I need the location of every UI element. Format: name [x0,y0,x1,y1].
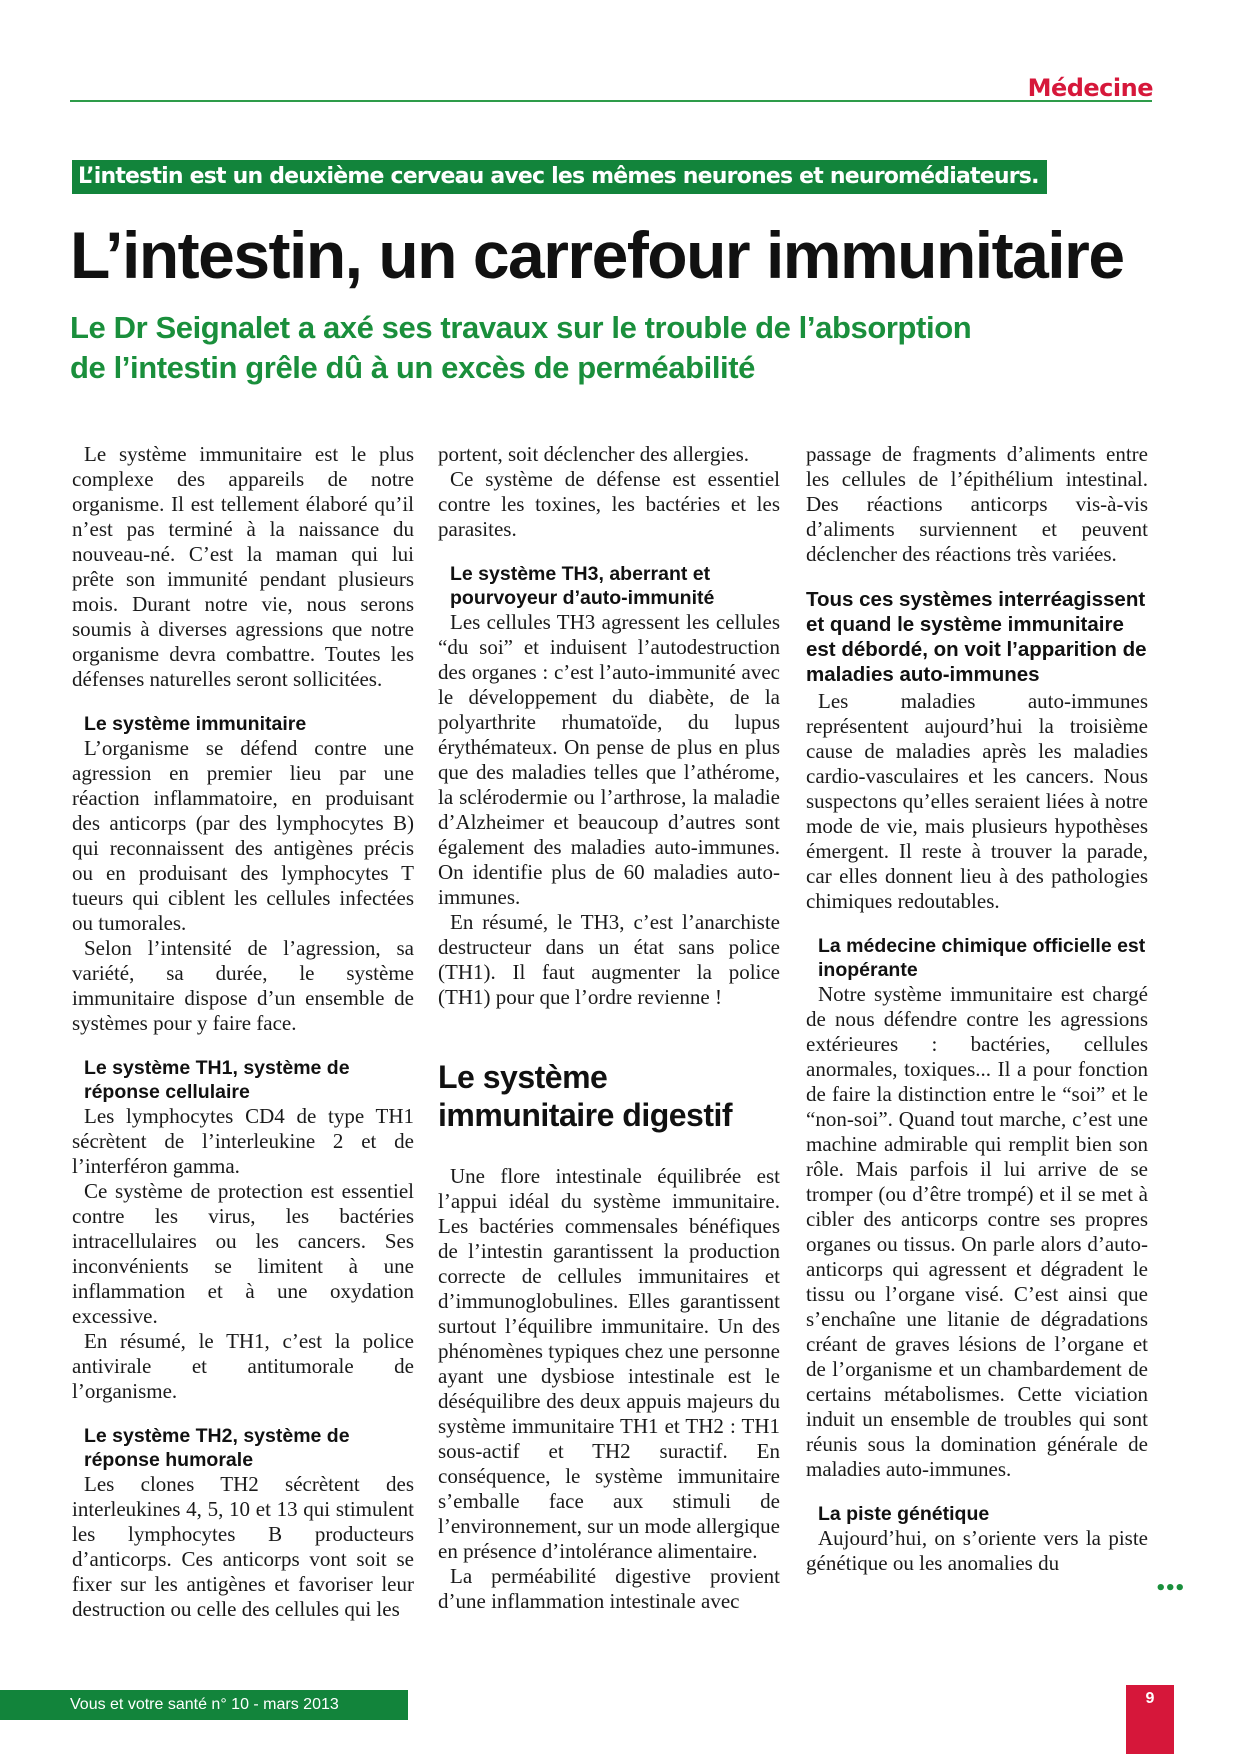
deck-line: Le Dr Seignalet a axé ses travaux sur le trouble de l’absorption [70,310,972,345]
paragraph: En résumé, le TH1, c’est la police antivirale et antitumorale de l’organisme. [72,1329,414,1403]
column-1 [72,442,414,1622]
subheading: Le système TH2, système de réponse humorale [84,1425,350,1471]
deck-line: de l’intestin grêle dû à un excès de perméabilité [70,350,756,385]
section-heading-line: Le système [438,1059,608,1095]
paragraph: En résumé, le TH3, c’est l’anarchiste destructeur dans un état sans police (TH1). Il faut augmenter la police (TH1) pour que l’ordre revienne ! [438,910,780,1009]
paragraph: Les lymphocytes CD4 de type TH1 sécrètent de l’interleukine 2 et de l’interféron gamma. [72,1104,414,1178]
paragraph: Les cellules TH3 agressent les cellules “du soi” et induisent l’autodestruction des organes : c’est l’auto-immunité avec le développement du diabète, de la polyarthrite rhumatoïde, du lupus érythémateux. On pense de plus en plus que des maladies telles que l’athérome, la sclérodermie ou l’arthrose, la maladie d’Alzheimer et beaucoup d’autres sont également des maladies auto-immunes. On identifie plus de 60 maladies auto-immunes. [438,610,780,909]
paragraph: Aujourd’hui, on s’oriente vers la piste génétique ou les anomalies du [806,1526,1148,1575]
paragraph: Selon l’intensité de l’agression, sa variété, sa durée, le système immunitaire dispose d’un ensemble de systèmes pour y faire face. [72,936,414,1035]
paragraph: La perméabilité digestive provient d’une inflammation intestinale avec [438,1564,780,1613]
paragraph: portent, soit déclencher des allergies. [438,442,750,466]
paragraph: Notre système immunitaire est chargé de nous défendre contre les agressions extérieures : bactéries, cellules anormales, toxiques... Il a pour fonction de faire la distinction entre le “soi” et le “non-soi”. Quand tout marche, c’est une machine admirable qui remplit bien son rôle. Mais parfois il lui arrive de se tromper (ou d’être trompé) et il se met à cibler des anticorps contre ses propres organes ou tissus. On parle alors d’auto-anticorps qui agressent et dégradent le tissu ou l’organe visé. C’est ainsi que s’enchaîne une litanie de dégradations créant de graves lésions de l’organe et de l’organisme et un chambardement de certains métabolismes. Cette viciation induit un ensemble de troubles qui sont réunis sous la domination générale de maladies auto-immunes. [806,982,1148,1481]
continue-dots-icon: ••• [1155,1578,1184,1599]
paragraph: L’organisme se défend contre une agression en premier lieu par une réaction inflammatoire, en produisant des anticorps (par des lymphocytes B) qui reconnaissent des antigènes précis ou en produisant des lymphocytes T tueurs qui ciblent les cellules infectées ou tumorales. [72,736,414,935]
paragraph: Une flore intestinale équilibrée est l’appui idéal du système immunitaire. Les bactéries commensales bénéfiques de l’intestin garantissent la production correcte de cellules immunitaires et d’immunoglobulines. Elles garantissent surtout l’équilibre immunitaire. Un des phénomènes typiques chez une personne ayant une dysbiose intestinale est le déséquilibre des deux appuis majeurs du système immunitaire TH1 et TH2 : TH1 sous-actif et TH2 suractif. En conséquence, le système immunitaire s’emballe face aux stimuli de l’environnement, sur un mode allergique en présence d’intolérance alimentaire. [438,1164,780,1563]
paragraph: Le système immunitaire est le plus complexe des appareils de notre organisme. Il est tellement élaboré qu’il n’est pas terminé à la naissance du nouveau-né. C’est la maman qui lui prête son immunité pendant plusieurs mois. Durant notre vie, nous serons soumis à diverses agressions que notre organisme devra combattre. Toutes les défenses naturelles seront sollicitées. [72,442,414,691]
boxed-heading: Tous ces systèmes interréagissent et quand le système immunitaire est débordé, on voit l’apparition de maladies auto-immunes [806,588,1147,686]
page-number: 9 [1145,1690,1155,1707]
paragraph: Les maladies auto-immunes représentent aujourd’hui la troisième cause de maladies après les maladies cardio-vasculaires et les cancers. Nous suspectons qu’elles seraient liées à notre mode de vie, mais plusieurs hypothèses émergent. Il reste à trouver la parade, car elles donnent lieu à des pathologies chimiques redoutables. [806,689,1148,913]
paragraph: Les clones TH2 sécrètent des interleukines 4, 5, 10 et 13 qui stimulent les lymphocytes B producteurs d’anticorps. Ces anticorps vont soit se fixer sur les antigènes et favoriser leur destruction ou celle des cellules qui les [72,1472,414,1621]
kicker-banner: L’intestin est un deuxième cerveau avec les mêmes neurones et neuromédiateurs. [72,160,1047,194]
subheading: La piste génétique [818,1503,990,1525]
article-deck [70,308,1070,388]
header-rule [70,100,1152,102]
section-heading [438,1058,780,1134]
subheading: Le système TH1, système de réponse cellulaire [84,1057,350,1103]
paragraph: Ce système de protection est essentiel contre les virus, les bactéries intracellulaires ou les cancers. Ses inconvénients se limitent à une inflammation et à une oxydation excessive. [72,1179,414,1328]
subheading: La médecine chimique officielle est inopérante [818,935,1146,981]
section-label: Médecine [1027,74,1153,102]
paragraph: passage de fragments d’aliments entre les cellules de l’épithélium intestinal. Des réactions anticorps vis-à-vis d’aliments surviennent et peuvent déclencher des réactions très variées. [806,442,1148,566]
issue-info: Vous et votre santé n° 10 - mars 2013 [70,1696,339,1713]
column-3 [806,442,1148,1576]
paragraph: Ce système de défense est essentiel contre les toxines, les bactéries et les parasites. [438,467,780,541]
subheading: Le système TH3, aberrant et pourvoyeur d’auto-immunité [450,563,715,609]
article-headline: L’intestin, un carrefour immunitaire [70,218,1124,292]
section-heading-line: immunitaire digestif [438,1097,733,1133]
column-2 [438,442,780,1614]
subheading: Le système immunitaire [84,713,307,735]
